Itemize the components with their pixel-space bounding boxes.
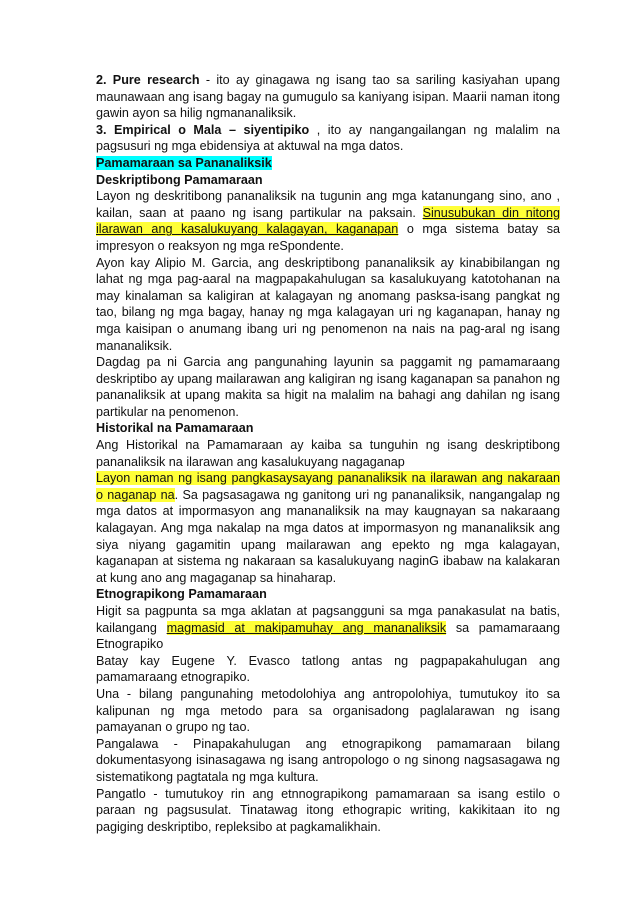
deskriptibo-p1-text: Layon ng deskritibong pananaliksik na tugunin ang mga katanungang sino, ano , kailan, saan at paano ng isang partikular na paksain. [96, 189, 560, 220]
deskriptibo-p1-end: o mga sistema batay sa impresyon o reaksyon ng mga reSpondente. [96, 222, 560, 253]
etnograpiko-p1-highlight: magmasid at makipamuhay ang mananaliksik [166, 620, 447, 635]
historikal-p2-highlight: Layon naman ng isang pangkasaysayang pananaliksik na ilarawan ang nakaraan o naganap na [96, 471, 560, 502]
etnograpiko-paragraph-2: Batay kay Eugene Y. Evasco tatlong antas ng pagpapakahulugan ang pamamaraang etnograpiko. [96, 653, 560, 685]
empirical-text: , ito ay nangangailangan ng malalim na pagsusuri ng mga ebidensiya at aktuwal na mga datos. [96, 122, 560, 154]
historikal-heading: Historikal na Pamamaraan [96, 421, 254, 436]
etnograpiko-heading: Etnograpikong Pamamaraan [96, 587, 267, 602]
empirical-item [96, 122, 560, 155]
historikal-paragraph-2 [96, 470, 560, 586]
deskriptibo-heading: Deskriptibong Pamamaraan [96, 172, 263, 187]
historikal-p2-text: . Sa pagsasagawa ng ganitong uri ng pananaliksik, nangangalap ng mga datos at impormasyon ang mananaliksik na may kaugnayan sa nakaraang kalagayan. Ang mga nakalap na mga datos at impormasyon ng mananaliksik ang siya niyang gagamitin upang mailarawan ang epekto ng mga kalagayan, kaganapan at sistema ng nakaraan sa kasalukuyang naginG ibabaw na kalakaran at kung ano ang magaganap sa hinaharap. [96, 487, 560, 585]
etnograpiko-paragraph-5: Pangatlo - tumutukoy rin ang etnnograpikong pamamaraan sa isang estilo o paraan ng pagsusulat. Tinatawag itong ethograpic writing, kakikitaan ito ng pagiging deskriptibo, repleksibo at pagkamalikhain. [96, 786, 560, 834]
deskriptibo-paragraph-3: Dagdag pa ni Garcia ang pangunahing layunin sa paggamit ng pamamaraang deskriptibo ay upang mailarawan ang kaligiran ng isang kaganapan sa panahon ng pananaliksik at upang makita sa higit na malalim na bahagi ang dahilan ng isang partikular na penomenon. [96, 355, 560, 419]
section-title-text: Pamamaraan sa Pananaliksik [96, 155, 272, 170]
deskriptibo-paragraph-2: Ayon kay Alipio M. Garcia, ang deskriptibong pananaliksik ay kinabibilangan ng lahat ng mga pag-aaral na magpapakahulugan sa kasalukuyang katotohanan na may kinalaman sa kaligiran at kalagayan ng anomang pasksa-isang pangkat ng tao, bilang ng mga bagay, hanay ng mga kalagayan uri ng kaganapan, hanay ng mga kaisipan o anumang ibang uri ng penomenon na nais na pag-aral ng isang mananaliksik. [96, 255, 560, 353]
etnograpiko-paragraph-1 [96, 603, 560, 653]
historikal-paragraph-1: Ang Historikal na Pamamaraan ay kaiba sa tunguhin ng isang deskriptibong pananaliksik na ilarawan ang kasalukuyang nagaganap [96, 438, 560, 469]
etnograpiko-paragraph-3: Una - bilang pangunahing metodolohiya ang antropolohiya, tumutukoy ito sa kalipunan ng mga metodo para sa organisadong paglalarawan ng isang pamayanan o grupo ng tao. [96, 686, 560, 735]
deskriptibo-p1-highlight: Sinusubukan din nitong ilarawan ang kasalukuyang kalagayan, kaganapan [96, 205, 561, 237]
pure-research-label: 2. Pure research [96, 73, 200, 87]
etnograpiko-p1-text: Higit sa pagpunta sa mga aklatan at pagsangguni sa mga panakasulat na batis, kailangang [96, 604, 560, 635]
etnograpiko-p1-end: sa pamamaraang Etnograpiko [96, 620, 561, 652]
pure-research-text: - ito ay ginagawa ng isang tao sa sariling kasiyahan upang maunawaan ang isang bagay na gumugulo sa kaniyang isipan. Maarii naman itong gawin ayon sa hilig ngmananaliksik. [96, 73, 561, 121]
empirical-label: 3. Empirical o Mala – siyentipiko [96, 122, 310, 137]
pure-research-item [96, 72, 560, 122]
etnograpiko-paragraph-4: Pangalawa - Pinapakahulugan ang etnograpikong pamamaraan bilang dokumentasyong isinasagawa ng isang antropologo o ng sinong nagsasagawa ng sistematikong pagtatala ng mga kultura. [96, 736, 560, 784]
deskriptibo-paragraph-1 [96, 188, 560, 254]
section-title [96, 155, 560, 172]
